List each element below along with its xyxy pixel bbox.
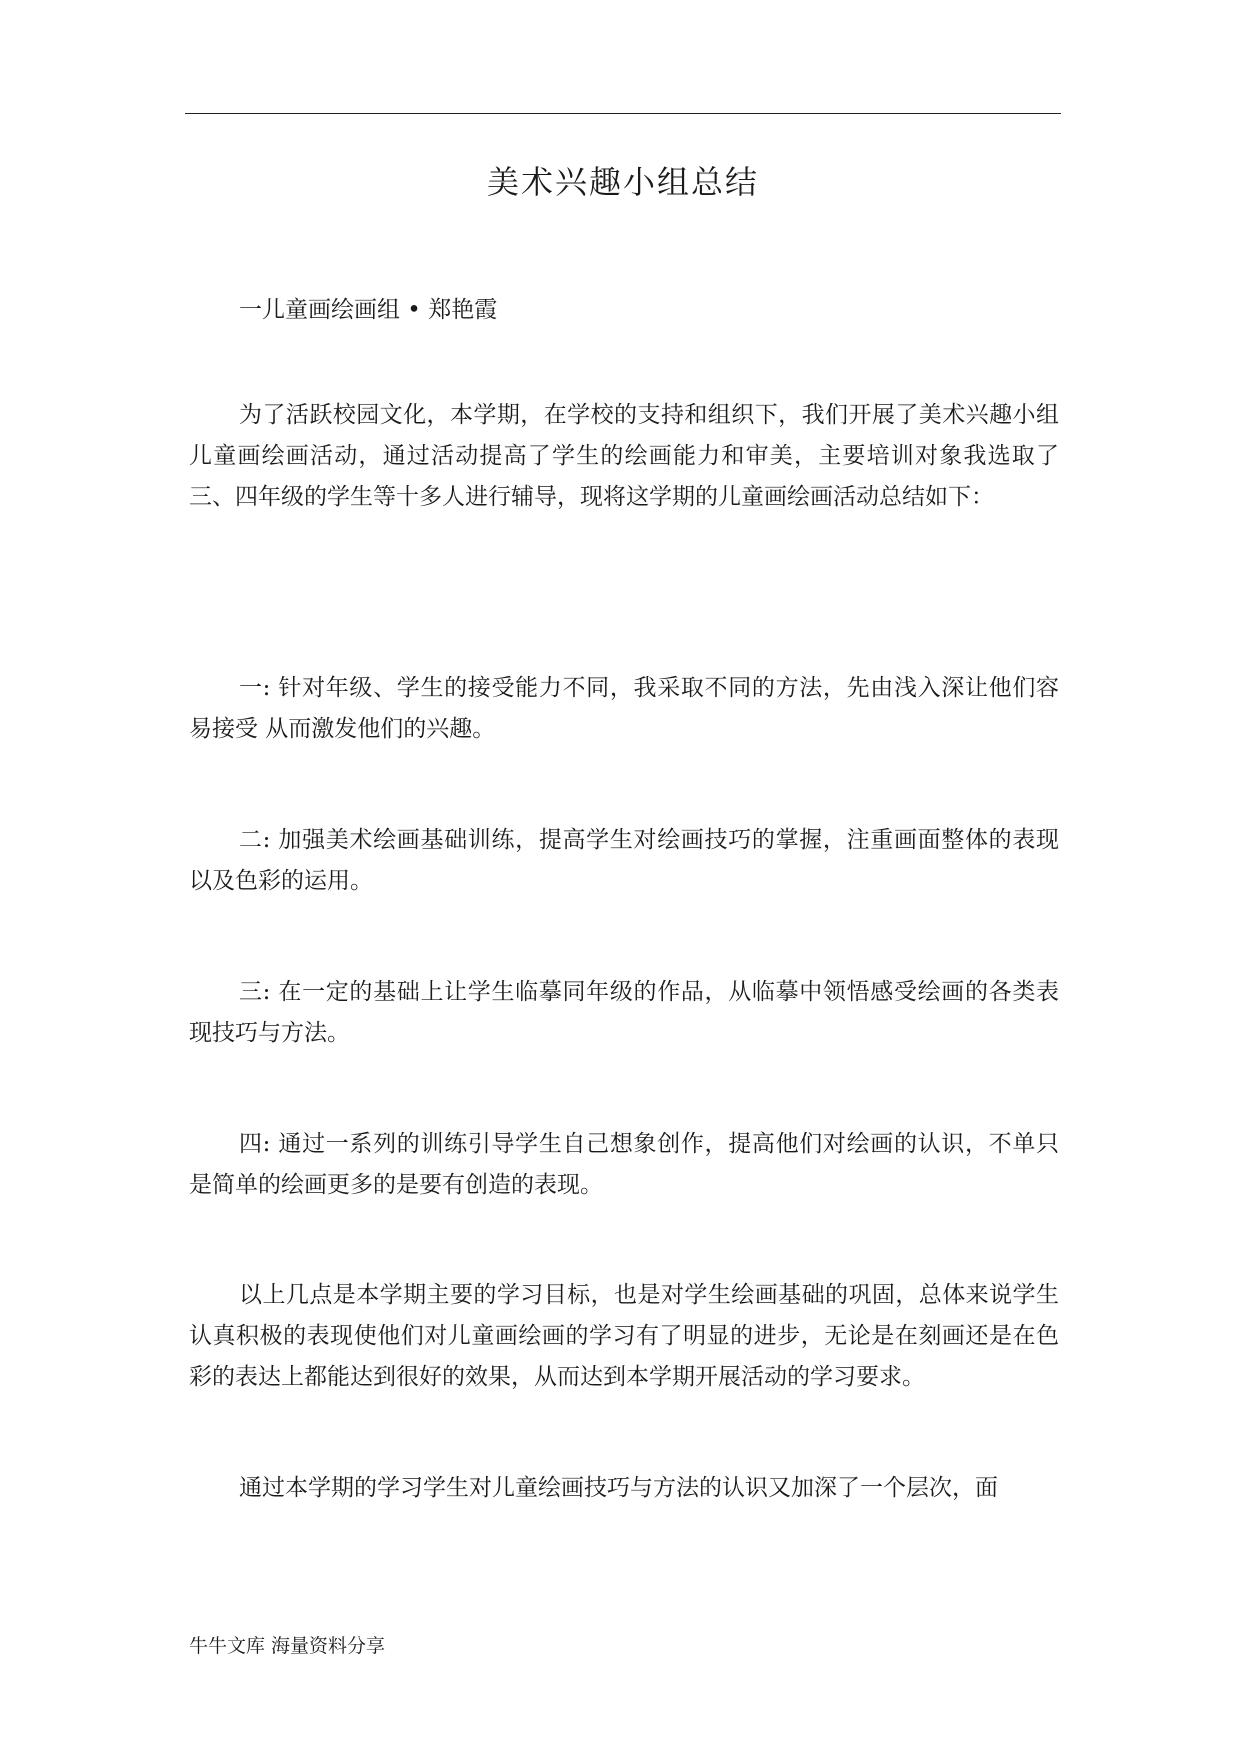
paragraph-summary: 以上几点是本学期主要的学习目标，也是对学生绘画基础的巩固，总体来说学生认真积极的表现使他们对儿童画绘画的学习有了明显的进步，无论是在刻画还是在色彩的表达上都能达到很好的效果，从而达到本学期开展活动的学习要求。 bbox=[189, 1282, 1059, 1390]
paragraph-point-4: 四: 通过一系列的训练引导学生自己想象创作，提高他们对绘画的认识，不单只是简单的绘画更多的是要有创造的表现。 bbox=[189, 1131, 1059, 1198]
paragraph-point-3: 三: 在一定的基础上让学生临摹同年级的作品，从临摹中领悟感受绘画的各类表现技巧与方法。 bbox=[189, 979, 1059, 1046]
paragraph-intro: 为了活跃校园文化，本学期，在学校的支持和组织下，我们开展了美术兴趣小组儿童画绘画活动，通过活动提高了学生的绘画能力和审美，主要培训对象我选取了三、四年级的学生等十多人进行辅导，现将这学期的儿童画绘画活动总结如下： bbox=[189, 402, 1059, 510]
paragraph-point-2: 二: 加强美术绘画基础训练，提高学生对绘画技巧的掌握，注重画面整体的表现以及色彩的运用。 bbox=[189, 827, 1059, 894]
document-title: 美术兴趣小组总结 bbox=[486, 163, 759, 201]
paragraph-point-1: 一: 针对年级、学生的接受能力不同，我采取不同的方法，先由浅入深让他们容易接受 从而激发他们的兴趣。 bbox=[189, 675, 1059, 742]
document-byline: 一儿童画绘画组 • 郑艳霞 bbox=[239, 297, 498, 323]
header-rule bbox=[185, 113, 1061, 114]
paragraph-conclusion: 通过本学期的学习学生对儿童绘画技巧与方法的认识又加深了一个层次，面 bbox=[239, 1475, 998, 1501]
page-footer: 牛牛文库 海量资料分享 bbox=[189, 1635, 386, 1657]
